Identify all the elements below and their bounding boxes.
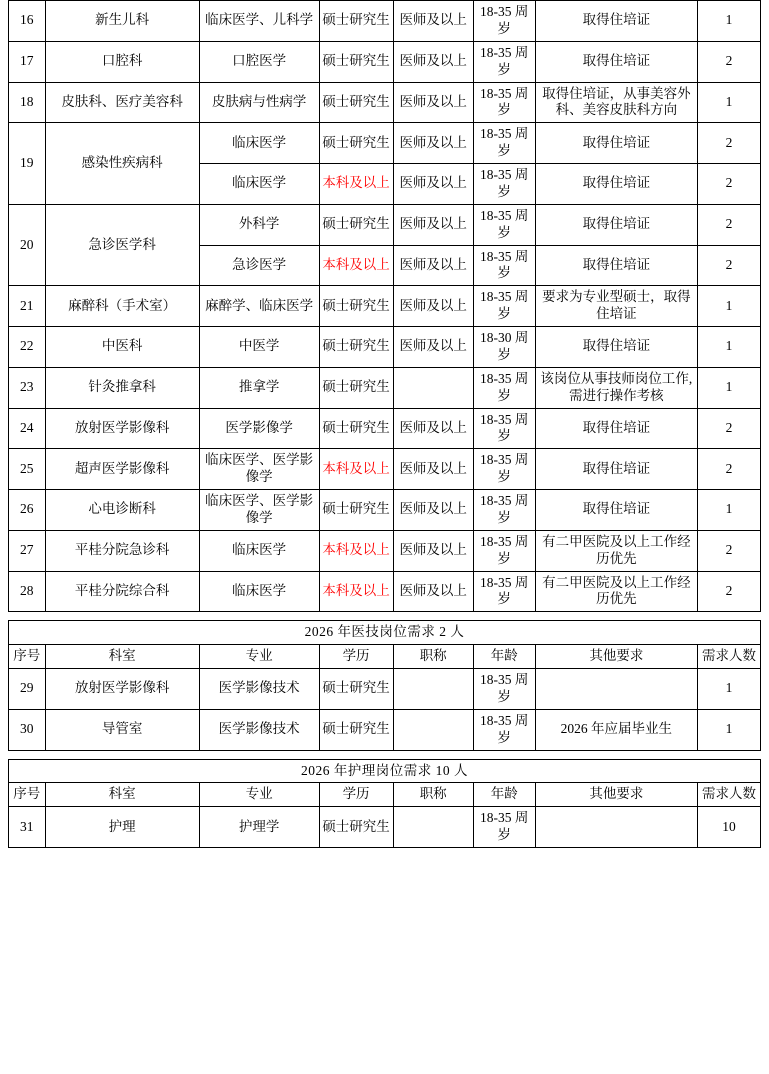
- cell-age: 18-30 周岁: [473, 327, 535, 368]
- table-row: [9, 82, 761, 123]
- cell-education: 硕士研究生: [319, 709, 393, 750]
- cell-department: 护理: [45, 807, 199, 848]
- column-header-7: 需求人数: [698, 783, 761, 807]
- cell-other-requirements: 取得住培证: [535, 1, 697, 42]
- cell-headcount: 2: [698, 245, 761, 286]
- cell-department: 心电诊断科: [45, 490, 199, 531]
- cell-major: 麻醉学、临床医学: [199, 286, 319, 327]
- cell-headcount: 1: [698, 1, 761, 42]
- column-header-6: 其他要求: [535, 783, 697, 807]
- cell-serial: 25: [9, 449, 46, 490]
- cell-job-title: 医师及以上: [393, 490, 473, 531]
- table-row: [9, 1, 761, 42]
- cell-other-requirements: 取得住培证: [535, 204, 697, 245]
- table-header-row: [9, 783, 761, 807]
- tech-positions-table: [8, 620, 761, 750]
- tech-section-title: [9, 621, 761, 645]
- cell-serial: 27: [9, 530, 46, 571]
- cell-major: 外科学: [199, 204, 319, 245]
- cell-job-title: [393, 807, 473, 848]
- cell-education: 硕士研究生: [319, 490, 393, 531]
- table-row: [9, 571, 761, 612]
- cell-headcount: 2: [698, 571, 761, 612]
- cell-headcount: 1: [698, 367, 761, 408]
- cell-department: 平桂分院综合科: [45, 571, 199, 612]
- cell-department: 放射医学影像科: [45, 408, 199, 449]
- nurse-section-title: [9, 759, 761, 783]
- cell-serial: 23: [9, 367, 46, 408]
- cell-education: 硕士研究生: [319, 1, 393, 42]
- cell-department: 感染性疾病科: [45, 123, 199, 205]
- cell-education: 硕士研究生: [319, 123, 393, 164]
- cell-age: 18-35 周岁: [473, 408, 535, 449]
- cell-education: 硕士研究生: [319, 408, 393, 449]
- cell-department: 口腔科: [45, 41, 199, 82]
- column-header-3: 学历: [319, 783, 393, 807]
- cell-major: 临床医学: [199, 123, 319, 164]
- table-row: [9, 530, 761, 571]
- cell-job-title: [393, 709, 473, 750]
- tech-positions-body: [9, 621, 761, 750]
- cell-major: 护理学: [199, 807, 319, 848]
- cell-other-requirements: [535, 807, 697, 848]
- cell-department: 中医科: [45, 327, 199, 368]
- cell-age: 18-35 周岁: [473, 123, 535, 164]
- cell-department: 急诊医学科: [45, 204, 199, 286]
- cell-other-requirements: 取得住培证: [535, 449, 697, 490]
- cell-headcount: 1: [698, 490, 761, 531]
- column-header-5: 年龄: [473, 645, 535, 669]
- cell-major: 医学影像技术: [199, 669, 319, 710]
- cell-department: 麻醉科（手术室）: [45, 286, 199, 327]
- cell-other-requirements: 取得住培证: [535, 408, 697, 449]
- nurse-section-title-text: 2026 年护理岗位需求 10 人: [9, 759, 761, 783]
- cell-education: 硕士研究生: [319, 327, 393, 368]
- cell-major: 临床医学、医学影像学: [199, 449, 319, 490]
- cell-other-requirements: [535, 669, 697, 710]
- cell-serial: 19: [9, 123, 46, 205]
- medical-positions-body: [9, 1, 761, 612]
- cell-other-requirements: 取得住培证: [535, 245, 697, 286]
- cell-age: 18-35 周岁: [473, 41, 535, 82]
- cell-headcount: 1: [698, 327, 761, 368]
- column-header-3: 学历: [319, 645, 393, 669]
- table-row: [9, 490, 761, 531]
- cell-age: 18-35 周岁: [473, 669, 535, 710]
- table-row: [9, 709, 761, 750]
- cell-age: 18-35 周岁: [473, 530, 535, 571]
- cell-major: 急诊医学: [199, 245, 319, 286]
- table-row: [9, 669, 761, 710]
- cell-other-requirements: 取得住培证，从事美容外科、美容皮肤科方向: [535, 82, 697, 123]
- tech-section-title-text: 2026 年医技岗位需求 2 人: [9, 621, 761, 645]
- cell-headcount: 10: [698, 807, 761, 848]
- cell-other-requirements: 有二甲医院及以上工作经历优先: [535, 530, 697, 571]
- cell-education: 本科及以上: [319, 571, 393, 612]
- table-row: [9, 408, 761, 449]
- column-header-5: 年龄: [473, 783, 535, 807]
- cell-other-requirements: 2026 年应届毕业生: [535, 709, 697, 750]
- nurse-positions-body: [9, 759, 761, 848]
- cell-department: 针灸推拿科: [45, 367, 199, 408]
- cell-serial: 24: [9, 408, 46, 449]
- cell-serial: 18: [9, 82, 46, 123]
- cell-other-requirements: 取得住培证: [535, 164, 697, 205]
- cell-department: 超声医学影像科: [45, 449, 199, 490]
- cell-age: 18-35 周岁: [473, 286, 535, 327]
- cell-other-requirements: 取得住培证: [535, 123, 697, 164]
- table-row: [9, 286, 761, 327]
- cell-major: 医学影像学: [199, 408, 319, 449]
- cell-major: 临床医学: [199, 164, 319, 205]
- column-header-1: 科室: [45, 783, 199, 807]
- cell-age: 18-35 周岁: [473, 807, 535, 848]
- cell-job-title: 医师及以上: [393, 41, 473, 82]
- cell-headcount: 2: [698, 123, 761, 164]
- cell-headcount: 2: [698, 408, 761, 449]
- cell-department: 放射医学影像科: [45, 669, 199, 710]
- cell-job-title: 医师及以上: [393, 82, 473, 123]
- cell-other-requirements: 有二甲医院及以上工作经历优先: [535, 571, 697, 612]
- column-header-2: 专业: [199, 783, 319, 807]
- cell-education: 本科及以上: [319, 164, 393, 205]
- cell-job-title: [393, 367, 473, 408]
- column-header-4: 职称: [393, 645, 473, 669]
- cell-major: 口腔医学: [199, 41, 319, 82]
- column-header-1: 科室: [45, 645, 199, 669]
- cell-serial: 26: [9, 490, 46, 531]
- cell-job-title: 医师及以上: [393, 449, 473, 490]
- section-spacer-1: [8, 612, 761, 620]
- column-header-0: 序号: [9, 783, 46, 807]
- cell-job-title: [393, 669, 473, 710]
- cell-headcount: 1: [698, 82, 761, 123]
- cell-age: 18-35 周岁: [473, 571, 535, 612]
- cell-serial: 29: [9, 669, 46, 710]
- cell-education: 硕士研究生: [319, 286, 393, 327]
- cell-headcount: 2: [698, 204, 761, 245]
- table-row: [9, 41, 761, 82]
- cell-education: 本科及以上: [319, 530, 393, 571]
- cell-age: 18-35 周岁: [473, 82, 535, 123]
- table-row: [9, 807, 761, 848]
- cell-age: 18-35 周岁: [473, 245, 535, 286]
- cell-job-title: 医师及以上: [393, 204, 473, 245]
- cell-education: 硕士研究生: [319, 367, 393, 408]
- column-header-6: 其他要求: [535, 645, 697, 669]
- cell-major: 推拿学: [199, 367, 319, 408]
- cell-serial: 17: [9, 41, 46, 82]
- cell-job-title: 医师及以上: [393, 408, 473, 449]
- cell-major: 医学影像技术: [199, 709, 319, 750]
- column-header-0: 序号: [9, 645, 46, 669]
- cell-serial: 30: [9, 709, 46, 750]
- cell-age: 18-35 周岁: [473, 164, 535, 205]
- cell-headcount: 1: [698, 709, 761, 750]
- cell-education: 硕士研究生: [319, 82, 393, 123]
- section-spacer-2: [8, 751, 761, 759]
- table-row: [9, 123, 761, 164]
- cell-serial: 20: [9, 204, 46, 286]
- cell-age: 18-35 周岁: [473, 1, 535, 42]
- cell-other-requirements: 取得住培证: [535, 327, 697, 368]
- cell-headcount: 1: [698, 669, 761, 710]
- column-header-2: 专业: [199, 645, 319, 669]
- cell-major: 临床医学: [199, 530, 319, 571]
- cell-headcount: 2: [698, 41, 761, 82]
- cell-serial: 22: [9, 327, 46, 368]
- nurse-positions-table: [8, 759, 761, 849]
- cell-department: 导管室: [45, 709, 199, 750]
- cell-headcount: 2: [698, 530, 761, 571]
- cell-other-requirements: 取得住培证: [535, 41, 697, 82]
- cell-age: 18-35 周岁: [473, 367, 535, 408]
- cell-job-title: 医师及以上: [393, 286, 473, 327]
- cell-education: 本科及以上: [319, 245, 393, 286]
- cell-job-title: 医师及以上: [393, 123, 473, 164]
- table-row: [9, 327, 761, 368]
- column-header-4: 职称: [393, 783, 473, 807]
- cell-age: 18-35 周岁: [473, 449, 535, 490]
- cell-serial: 21: [9, 286, 46, 327]
- cell-job-title: 医师及以上: [393, 327, 473, 368]
- cell-age: 18-35 周岁: [473, 709, 535, 750]
- cell-major: 皮肤病与性病学: [199, 82, 319, 123]
- cell-serial: 28: [9, 571, 46, 612]
- cell-other-requirements: 要求为专业型硕士，取得住培证: [535, 286, 697, 327]
- cell-major: 临床医学、儿科学: [199, 1, 319, 42]
- cell-job-title: 医师及以上: [393, 571, 473, 612]
- column-header-7: 需求人数: [698, 645, 761, 669]
- table-row: [9, 367, 761, 408]
- cell-education: 本科及以上: [319, 449, 393, 490]
- table-header-row: [9, 645, 761, 669]
- cell-education: 硕士研究生: [319, 204, 393, 245]
- cell-department: 新生儿科: [45, 1, 199, 42]
- cell-job-title: 医师及以上: [393, 1, 473, 42]
- cell-job-title: 医师及以上: [393, 245, 473, 286]
- cell-department: 平桂分院急诊科: [45, 530, 199, 571]
- cell-serial: 16: [9, 1, 46, 42]
- cell-headcount: 1: [698, 286, 761, 327]
- table-row: [9, 204, 761, 245]
- cell-headcount: 2: [698, 449, 761, 490]
- cell-department: 皮肤科、医疗美容科: [45, 82, 199, 123]
- cell-age: 18-35 周岁: [473, 490, 535, 531]
- medical-positions-table: [8, 0, 761, 612]
- cell-job-title: 医师及以上: [393, 164, 473, 205]
- cell-major: 临床医学: [199, 571, 319, 612]
- cell-major: 中医学: [199, 327, 319, 368]
- cell-education: 硕士研究生: [319, 669, 393, 710]
- cell-headcount: 2: [698, 164, 761, 205]
- cell-serial: 31: [9, 807, 46, 848]
- cell-age: 18-35 周岁: [473, 204, 535, 245]
- cell-other-requirements: 该岗位从事技师岗位工作,需进行操作考核: [535, 367, 697, 408]
- cell-major: 临床医学、医学影像学: [199, 490, 319, 531]
- table-row: [9, 449, 761, 490]
- cell-education: 硕士研究生: [319, 41, 393, 82]
- cell-other-requirements: 取得住培证: [535, 490, 697, 531]
- cell-education: 硕士研究生: [319, 807, 393, 848]
- cell-job-title: 医师及以上: [393, 530, 473, 571]
